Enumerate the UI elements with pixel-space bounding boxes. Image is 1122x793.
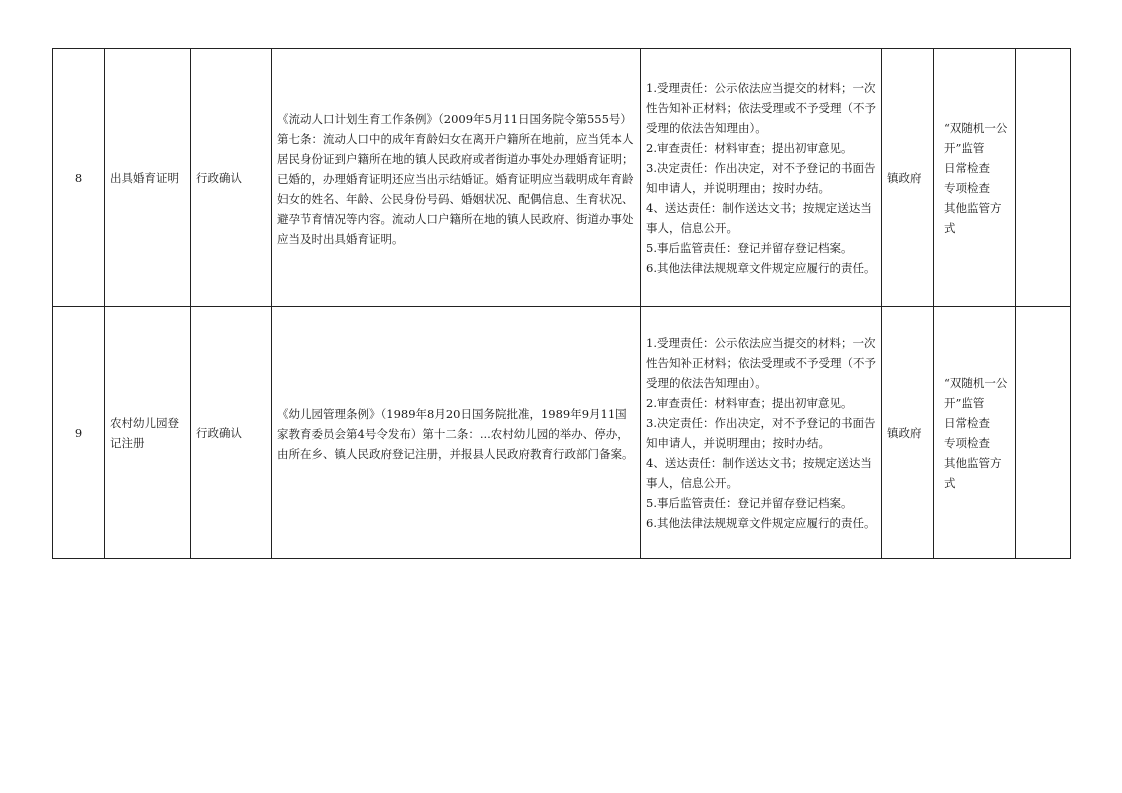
- responsibility-cell: [641, 307, 882, 559]
- item-name-cell: 农村幼儿园登记注册: [105, 307, 191, 559]
- item-type-cell: 行政确认: [191, 49, 272, 307]
- supervision-item: 日常检查: [944, 415, 990, 430]
- table-row: [53, 49, 1071, 307]
- remark-cell: [1016, 49, 1071, 307]
- legal-basis-cell: [272, 49, 641, 307]
- supervision-cell: [934, 49, 1016, 307]
- responsibility-item: 1.受理责任：公示依法应当提交的材料；一次性告知补正材料；依法受理或不予受理（不予受理的依法告知理由）。: [646, 80, 876, 135]
- power-list-table: [52, 48, 1071, 559]
- responsibility-item: 6.其他法律法规规章文件规定应履行的责任。: [646, 515, 876, 530]
- legal-basis-cell: [272, 307, 641, 559]
- responsibility-item: 4、送达责任：制作送达文书；按规定送达当事人，信息公开。: [646, 200, 872, 235]
- supervision-item: 其他监管方式: [944, 455, 1002, 490]
- supervision-item: 其他监管方式: [944, 200, 1002, 235]
- supervision-item: “双随机一公开”监管: [944, 120, 1008, 155]
- item-number-cell: 9: [53, 307, 105, 559]
- supervision-item: 专项检查: [944, 180, 990, 195]
- item-number-cell: 8: [53, 49, 105, 307]
- legal-basis-text: 《流动人口计划生育工作条例》（2009年5月11日国务院令第555号）第七条：流动人口中的成年育龄妇女在离开户籍所在地前，应当凭本人居民身份证到户籍所在地的镇人民政府或者街道办事处办理婚育证明；已婚的，办理婚育证明还应当出示结婚证。婚育证明应当载明成年育龄妇女的姓名、年龄、公民身份号码、婚姻状况、配偶信息、生育状况、避孕节育情况等内容。流动人口户籍所在地的镇人民政府、街道办事处应当及时出具婚育证明。: [277, 111, 634, 246]
- supervision-item: “双随机一公开”监管: [944, 375, 1008, 410]
- responsibility-item: 5.事后监管责任：登记并留存登记档案。: [646, 240, 853, 255]
- responsibility-item: 5.事后监管责任：登记并留存登记档案。: [646, 495, 853, 510]
- responsibility-item: 3.决定责任：作出决定，对不予登记的书面告知申请人，并说明理由；按时办结。: [646, 160, 876, 195]
- supervision-cell: [934, 307, 1016, 559]
- item-name-cell: 出具婚育证明: [105, 49, 191, 307]
- responsibility-item: 4、送达责任：制作送达文书；按规定送达当事人，信息公开。: [646, 455, 872, 490]
- responsibility-cell: [641, 49, 882, 307]
- responsibility-item: 1.受理责任：公示依法应当提交的材料；一次性告知补正材料；依法受理或不予受理（不予受理的依法告知理由）。: [646, 335, 876, 390]
- supervision-item: 专项检查: [944, 435, 990, 450]
- table-row: [53, 307, 1071, 559]
- legal-basis-text: 《幼儿园管理条例》（1989年8月20日国务院批准，1989年9月11国家教育委员会第4号令发布）第十二条：...农村幼儿园的举办、停办，由所在乡、镇人民政府登记注册，并报县人民政府教育行政部门备案。: [277, 406, 634, 461]
- supervision-item: 日常检查: [944, 160, 990, 175]
- remark-cell: [1016, 307, 1071, 559]
- agency-cell: 镇政府: [882, 307, 934, 559]
- responsibility-item: 6.其他法律法规规章文件规定应履行的责任。: [646, 260, 876, 275]
- responsibility-item: 3.决定责任：作出决定，对不予登记的书面告知申请人，并说明理由；按时办结。: [646, 415, 876, 450]
- item-type-cell: 行政确认: [191, 307, 272, 559]
- responsibility-item: 2.审查责任：材料审查；提出初审意见。: [646, 140, 853, 155]
- agency-cell: 镇政府: [882, 49, 934, 307]
- responsibility-item: 2.审查责任：材料审查；提出初审意见。: [646, 395, 853, 410]
